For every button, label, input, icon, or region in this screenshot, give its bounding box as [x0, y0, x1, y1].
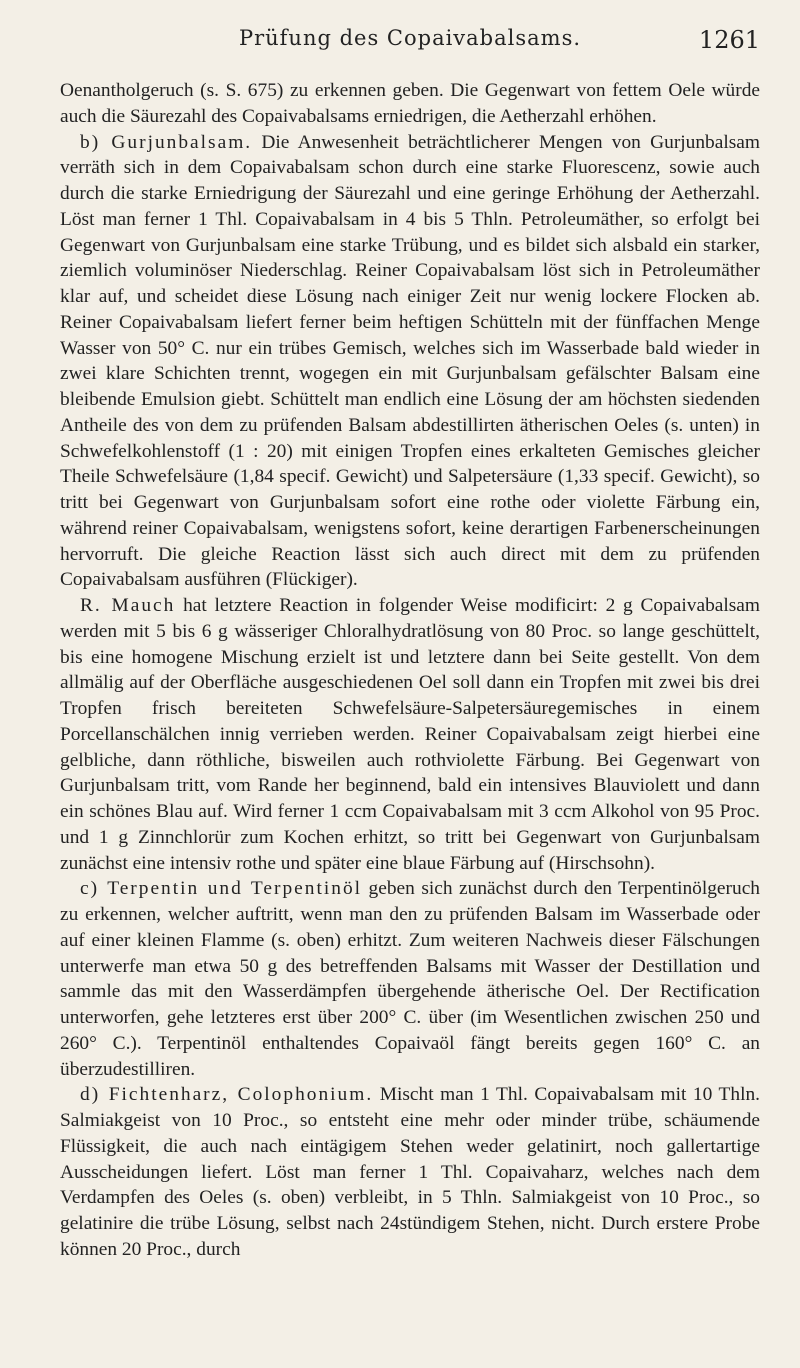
- paragraph-gurjunbalsam: [60, 130, 760, 594]
- running-header: [60, 26, 760, 66]
- author-name: R. Mauch: [80, 595, 176, 616]
- paragraph-text: Die Anwesenheit beträchtlicherer Mengen von Gurjunbalsam verräth sich in dem Copaivabalsam schon durch eine starke Fluorescenz, sowie auch durch die starke Erniedrigung der Säurezahl und eine geringe Erhöhung der Aetherzahl. Löst man ferner 1 Thl. Copaivabalsam in 4 bis 5 Thln. Petroleumäther, so erfolgt bei Gegenwart von Gurjunbalsam eine starke Trübung, und es bildet sich alsbald ein starker, ziemlich voluminöser Niederschlag. Reiner Copaivabalsam löst sich in Petroleumäther klar auf, und scheidet diese Lösung nach einiger Zeit nur wenig lockere Flocken ab. Reiner Copaivabalsam liefert ferner beim heftigen Schütteln mit der fünffachen Menge Wasser von 50° C. nur ein trübes Gemisch, welches sich im Wasserbade bald wieder in zwei klare Schichten trennt, wogegen ein mit Gurjunbalsam gefälschter Balsam eine bleibende Emulsion giebt. Schüttelt man endlich eine Lösung der am höchsten siedenden Antheile des von dem zu prüfenden Balsam abdestillirten ätherischen Oeles (s. unten) in Schwefelkohlenstoff (1 : 20) mit einigen Tropfen eines erkalteten Gemisches gleicher Theile Schwefelsäure (1,84 specif. Gewicht) und Salpetersäure (1,33 specif. Gewicht), so tritt bei Gegenwart von Gurjunbalsam sofort eine rothe oder violette Färbung ein, während reiner Copaivabalsam, wenigstens sofort, keine derartigen Farbenerscheinungen hervorruft. Die gleiche Reaction lässt sich auch direct mit dem zu prüfenden Copaivabalsam ausführen (Flückiger).: [60, 131, 760, 591]
- paragraph-fichtenharz: [60, 1082, 760, 1262]
- paragraph-text: geben sich zunächst durch den Terpentinölgeruch zu erkennen, welcher auftritt, wenn man den zu prüfenden Balsam im Wasserbade oder auf einer kleinen Flamme (s. oben) erhitzt. Zum weiteren Nachweis dieser Fälschungen unterwerfe man etwa 50 g des betreffenden Balsams mit Wasser der Destillation und sammle das mit den Wasserdämpfen übergehende ätherische Oel. Der Rectification unterworfen, gehe letzteres erst über 200° C. über (im Wesentlichen zwischen 250 und 260° C.). Terpentinöl enthaltendes Copaivaöl fängt bereits gegen 160° C. an überzudestilliren.: [60, 878, 760, 1080]
- paragraph-text: hat letztere Reaction in folgender Weise modificirt: 2 g Copaivabalsam werden mit 5 bis 6 g wässeriger Chloralhydratlösung von 80 Proc. so lange geschüttelt, bis eine homogene Mischung erzielt ist und letztere dann bei Seite gestellt. Von dem allmälig auf der Oberfläche ausgeschiedenen Oel soll dann ein Tropfen mit zwei bis drei Tropfen frisch bereiteten Schwefelsäure-Salpetersäuregemisches in einem Porcellanschälchen innig verrieben werden. Reiner Copaivabalsam zeigt hierbei eine gelbliche, dann röthliche, bisweilen auch rothviolette Färbung. Bei Gegenwart von Gurjunbalsam tritt, vom Rande her beginnend, bald ein intensives Blauviolett und dann ein schönes Blau auf. Wird ferner 1 ccm Copaivabalsam mit 3 ccm Alkohol von 95 Proc. und 1 g Zinnchlorür zum Kochen erhitzt, so tritt bei Gegenwart von Gurjunbalsam zunächst eine intensiv rothe und später eine blaue Färbung auf (Hirschsohn).: [60, 595, 760, 874]
- paragraph-text: Mischt man 1 Thl. Copaivabalsam mit 10 Thln. Salmiakgeist von 10 Proc., so entsteht eine mehr oder minder trübe, schäumende Flüssigkeit, die auch nach eintägigem Stehen weder gelatinirt, noch gallertartige Ausscheidungen liefert. Löst man ferner 1 Thl. Copaivaharz, welches nach dem Verdampfen des Oeles (s. oben) verbleibt, in 5 Thln. Salmiakgeist von 10 Proc., so gelatinire die trübe Lösung, selbst nach 24stündigem Stehen, nicht. Durch erstere Probe können 20 Proc., durch: [60, 1084, 760, 1260]
- running-title: Prüfung des Copaivabalsams.: [238, 26, 582, 50]
- body-text: [60, 78, 760, 1263]
- page-number: 1261: [698, 26, 760, 54]
- section-heading: d) Fichtenharz, Colophonium.: [80, 1084, 374, 1106]
- paragraph-mauch: [60, 593, 760, 876]
- paragraph-oenanthol: [60, 78, 760, 130]
- paragraph-terpentin: [60, 876, 760, 1082]
- section-heading: b) Gurjunbalsam.: [80, 131, 253, 153]
- paragraph-text: Oenantholgeruch (s. S. 675) zu erkennen geben. Die Gegenwart von fettem Oele würde auch die Säurezahl des Copaivabalsams erniedrigen, die Aetherzahl erhöhen.: [60, 80, 760, 127]
- section-heading: c) Terpentin und Terpentinöl: [80, 878, 363, 900]
